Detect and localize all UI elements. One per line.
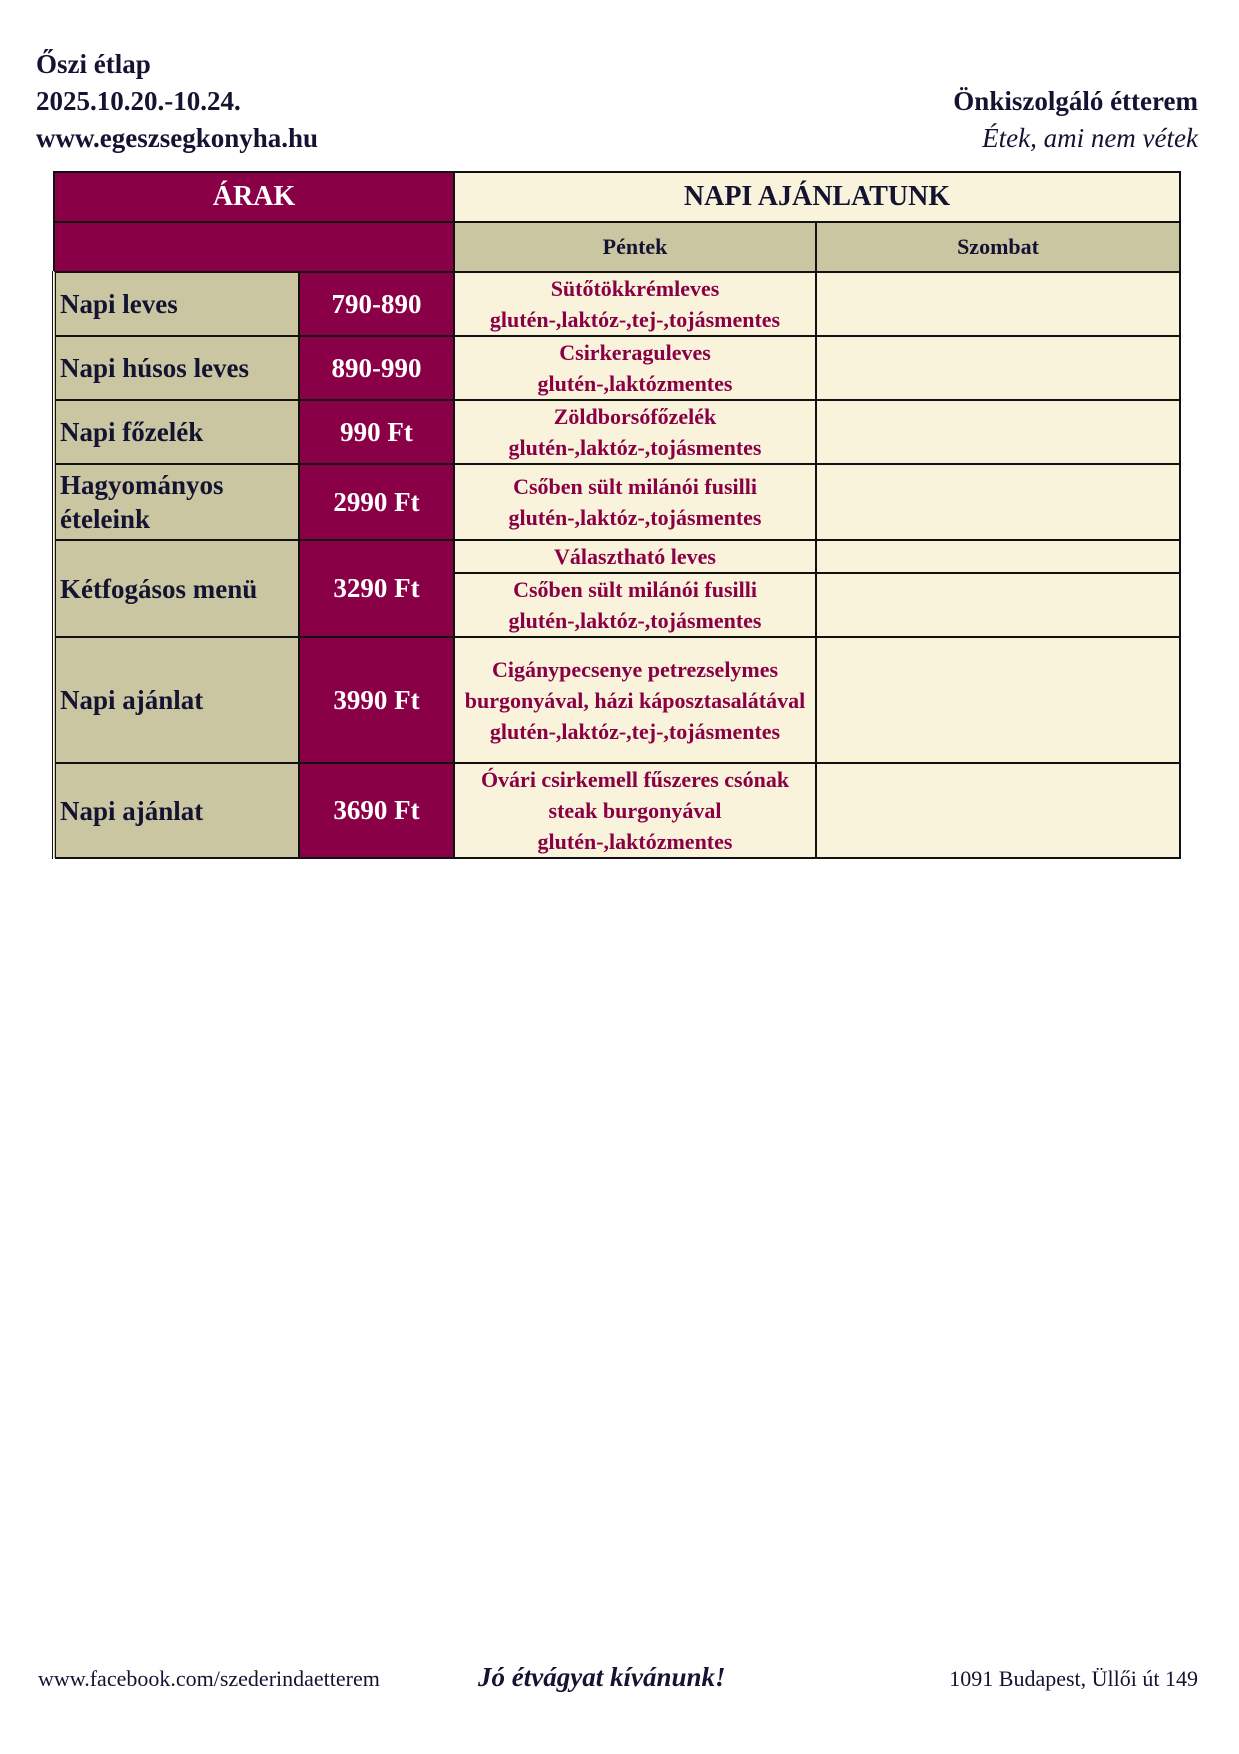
item-name: Kétfogásos menü (54, 540, 299, 637)
website-link[interactable]: www.egeszsegkonyha.hu (36, 123, 319, 153)
item-name: Napi ajánlat (54, 637, 299, 763)
friday-dish: Csőben sült milánói fusilli glutén-,laktóz-,tojásmentes (454, 573, 816, 637)
table-row (54, 400, 1180, 464)
saturday-dish (816, 272, 1180, 336)
friday-soup-choice: Választható leves (454, 540, 816, 573)
table-row (54, 637, 1180, 763)
item-price: 3990 Ft (299, 637, 454, 763)
day-header-saturday: Szombat (816, 222, 1180, 272)
table-row (54, 336, 1180, 400)
item-name: Napi leves (54, 272, 299, 336)
table-row (54, 464, 1180, 540)
item-price: 2990 Ft (299, 464, 454, 540)
header-right (953, 83, 1198, 157)
friday-dish: Sütőtökkrémleves glutén-,laktóz-,tej-,tojásmentes (454, 272, 816, 336)
prices-header-blank (54, 222, 454, 272)
item-price: 3290 Ft (299, 540, 454, 637)
friday-dish: Cigánypecsenye petrezselymes burgonyával, házi káposztasalátával glutén-,laktóz-,tej-,tojásmentes (454, 637, 816, 763)
item-price: 890-990 (299, 336, 454, 400)
saturday-soup-choice (816, 540, 1180, 573)
item-name: Napi ajánlat (54, 763, 299, 858)
slogan: Étek, ami nem vétek (982, 123, 1198, 153)
day-header-friday: Péntek (454, 222, 816, 272)
table-row (54, 763, 1180, 858)
header-left (36, 46, 318, 157)
item-price: 3690 Ft (299, 763, 454, 858)
friday-dish: Csirkeraguleves glutén-,laktózmentes (454, 336, 816, 400)
footer (0, 1662, 1239, 1702)
saturday-dish (816, 763, 1180, 858)
item-price: 790-890 (299, 272, 454, 336)
date-range: 2025.10.20.-10.24. (36, 86, 241, 116)
friday-dish: Óvári csirkemell fűszeres csónak steak burgonyával glutén-,laktózmentes (454, 763, 816, 858)
address: 1091 Budapest, Üllői út 149 (949, 1666, 1198, 1691)
daily-offer-header: NAPI AJÁNLATUNK (454, 172, 1180, 222)
table-row (54, 540, 1180, 573)
restaurant-type: Önkiszolgáló étterem (953, 86, 1198, 116)
saturday-dish (816, 400, 1180, 464)
menu-title: Őszi étlap (36, 49, 151, 79)
friday-dish: Zöldborsófőzelék glutén-,laktóz-,tojásmentes (454, 400, 816, 464)
greeting: Jó étvágyat kívánunk! (478, 1662, 726, 1692)
saturday-dish (816, 464, 1180, 540)
saturday-dish (816, 637, 1180, 763)
prices-header: ÁRAK (54, 172, 454, 222)
facebook-link[interactable]: www.facebook.com/szederindaetterem (38, 1666, 380, 1691)
friday-dish: Csőben sült milánói fusilli glutén-,laktóz-,tojásmentes (454, 464, 816, 540)
menu-table (52, 171, 1181, 859)
saturday-dish (816, 573, 1180, 637)
item-name: Hagyományos ételeink (54, 464, 299, 540)
table-row (54, 272, 1180, 336)
item-name: Napi húsos leves (54, 336, 299, 400)
item-price: 990 Ft (299, 400, 454, 464)
item-name: Napi főzelék (54, 400, 299, 464)
saturday-dish (816, 336, 1180, 400)
